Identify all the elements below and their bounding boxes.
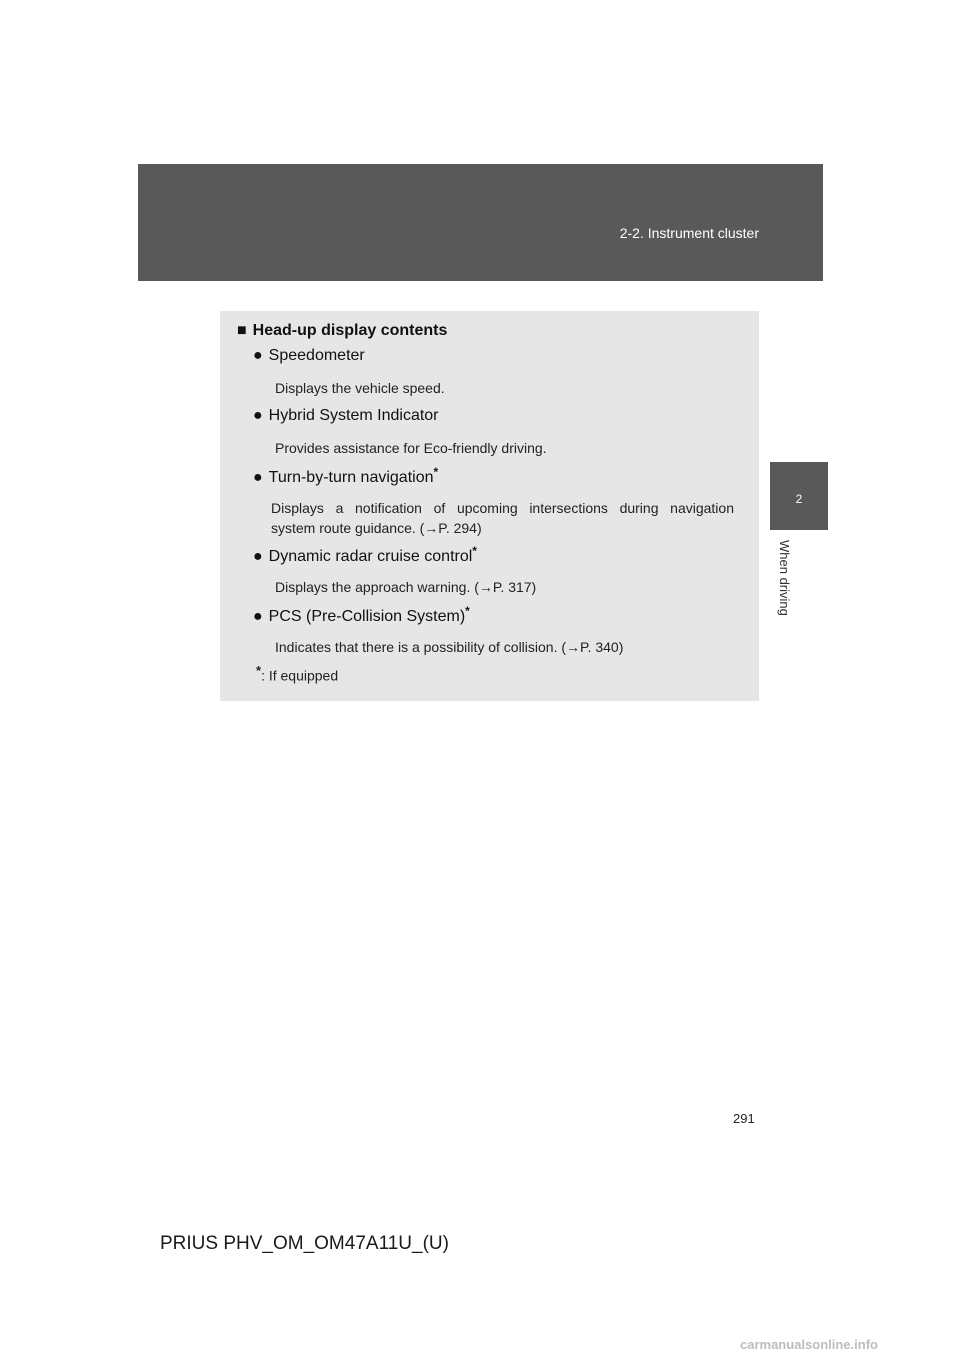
- square-bullet-icon: ■: [237, 322, 247, 339]
- item-title: [253, 604, 470, 626]
- item-title: [253, 465, 438, 487]
- item-title-text: PCS (Pre-Collision System): [268, 608, 466, 625]
- item-desc-line: system route guidance. (→P. 294): [271, 520, 482, 536]
- asterisk-mark: *: [465, 604, 470, 618]
- document-code: PRIUS PHV_OM_OM47A11U_(U): [160, 1233, 449, 1254]
- item-desc: Provides assistance for Eco-friendly driving.: [275, 440, 547, 456]
- item-title-text: Speedometer: [268, 347, 365, 364]
- bullet-icon: ●: [253, 608, 263, 625]
- chapter-tab: [770, 462, 828, 530]
- item-desc: Displays the approach warning. (→P. 317): [275, 579, 537, 595]
- item-title-text: Hybrid System Indicator: [268, 407, 439, 424]
- item-desc: [271, 498, 734, 538]
- watermark: carmanualsonline.info: [740, 1337, 878, 1352]
- page-number: 291: [733, 1111, 755, 1126]
- item-title: [253, 407, 439, 425]
- item-title-text: Turn-by-turn navigation: [268, 469, 434, 486]
- content-box: [220, 311, 759, 701]
- item-desc: Displays the vehicle speed.: [275, 380, 445, 396]
- bullet-icon: ●: [253, 407, 263, 424]
- item-title: [253, 347, 365, 365]
- chapter-number: 2: [795, 492, 803, 506]
- item-desc: Indicates that there is a possibility of collision. (→P. 340): [275, 639, 624, 655]
- bullet-icon: ●: [253, 469, 263, 486]
- bullet-icon: ●: [253, 347, 263, 364]
- asterisk-mark: *: [256, 663, 262, 678]
- bullet-icon: ●: [253, 548, 263, 565]
- heading-text: Head-up display contents: [252, 322, 448, 339]
- footnote-text: : If equipped: [261, 667, 339, 684]
- item-title: [253, 544, 477, 566]
- item-desc-line: Displays a notification of upcoming intersections during navigation: [271, 500, 734, 516]
- header-band: [138, 164, 823, 281]
- section-title: 2-2. Instrument cluster: [619, 225, 759, 241]
- box-heading: [237, 322, 447, 340]
- item-title-text: Dynamic radar cruise control: [268, 548, 473, 565]
- asterisk-mark: *: [433, 465, 439, 479]
- chapter-label-wrap: [778, 540, 798, 640]
- chapter-label: When driving: [777, 540, 792, 616]
- asterisk-mark: *: [472, 544, 477, 558]
- footnote: [256, 663, 338, 684]
